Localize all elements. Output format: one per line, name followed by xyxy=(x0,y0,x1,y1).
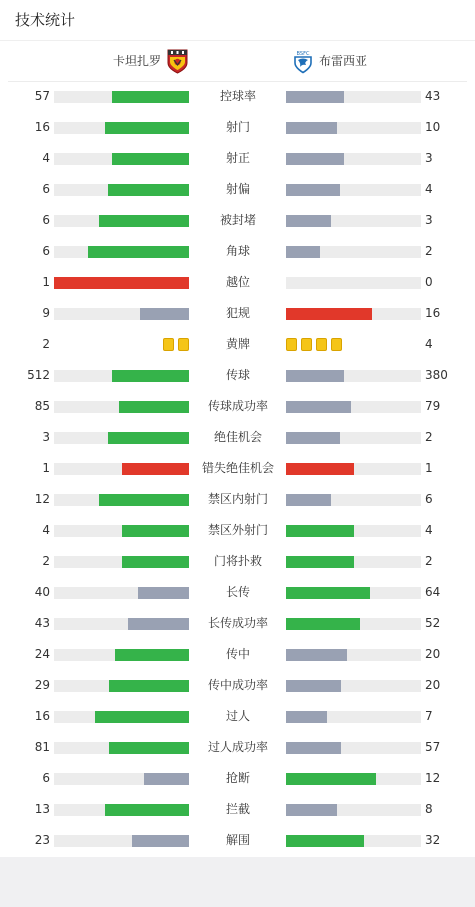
home-bar-track xyxy=(54,370,189,382)
home-bar-fill xyxy=(99,494,189,506)
stat-label: 控球率 xyxy=(219,89,256,103)
away-bar-fill xyxy=(286,742,341,754)
home-bar-track xyxy=(54,401,189,413)
away-bar-fill xyxy=(286,91,344,103)
home-bar-track xyxy=(54,246,189,258)
home-bar-fill xyxy=(132,835,189,847)
stat-label: 射正 xyxy=(225,151,250,165)
home-bar-fill xyxy=(122,556,190,568)
stat-row xyxy=(0,578,475,609)
stat-row xyxy=(0,702,475,733)
home-stat-value: 4 xyxy=(42,523,50,537)
home-bar-fill xyxy=(138,587,189,599)
home-bar-track xyxy=(54,91,189,103)
home-bar-track xyxy=(54,649,189,661)
away-bar-fill xyxy=(286,773,376,785)
home-stat-value: 3 xyxy=(42,430,50,444)
home-bar-fill xyxy=(112,153,189,165)
away-bar-fill xyxy=(286,618,360,630)
away-bar-track xyxy=(286,153,421,165)
home-bar-track xyxy=(54,618,189,630)
yellow-card-icon xyxy=(163,338,174,351)
away-stat-value: 6 xyxy=(425,492,433,506)
home-stat-value: 40 xyxy=(34,585,50,599)
away-bar-track xyxy=(286,680,421,692)
away-stat-value: 2 xyxy=(425,244,433,258)
stat-row xyxy=(0,764,475,795)
home-yellow-cards xyxy=(159,338,189,351)
stat-label: 抢断 xyxy=(225,771,250,785)
home-stat-value: 29 xyxy=(34,678,50,692)
yellow-card-icon xyxy=(301,338,312,351)
away-bar-fill xyxy=(286,153,344,165)
home-stat-value: 16 xyxy=(34,120,50,134)
away-bar-fill xyxy=(286,184,340,196)
stat-row xyxy=(0,547,475,578)
home-stat-value: 6 xyxy=(42,213,50,227)
away-stat-value: 10 xyxy=(425,120,441,134)
away-bar-fill xyxy=(286,122,337,134)
stat-row xyxy=(0,175,475,206)
home-bar-fill xyxy=(95,711,190,723)
away-bar-fill xyxy=(286,308,372,320)
home-stat-value: 512 xyxy=(27,368,50,382)
home-bar-fill xyxy=(105,804,189,816)
away-bar-track xyxy=(286,618,421,630)
stat-row xyxy=(0,237,475,268)
yellow-card-icon xyxy=(178,338,189,351)
away-bar-track xyxy=(286,432,421,444)
home-stat-value: 2 xyxy=(42,337,50,351)
away-bar-track xyxy=(286,184,421,196)
stat-row xyxy=(0,671,475,702)
home-stat-value: 85 xyxy=(34,399,50,413)
home-bar-track xyxy=(54,153,189,165)
stat-label: 过人 xyxy=(225,709,250,723)
stat-label: 长传 xyxy=(225,585,250,599)
home-bar-track xyxy=(54,215,189,227)
stat-row xyxy=(0,206,475,237)
yellow-card-icon xyxy=(331,338,342,351)
away-bar-track xyxy=(286,835,421,847)
stats-list xyxy=(0,82,475,857)
away-stat-value: 20 xyxy=(425,647,441,661)
away-stat-value: 52 xyxy=(425,616,441,630)
away-bar-fill xyxy=(286,215,331,227)
home-stat-value: 23 xyxy=(34,833,50,847)
yellow-card-icon xyxy=(286,338,297,351)
away-stat-value: 12 xyxy=(425,771,441,785)
away-bar-fill xyxy=(286,432,340,444)
away-stat-value: 3 xyxy=(425,151,433,165)
home-stat-value: 57 xyxy=(34,89,50,103)
away-bar-track xyxy=(286,91,421,103)
away-stat-value: 43 xyxy=(425,89,441,103)
home-bar-fill xyxy=(109,680,189,692)
home-bar-track xyxy=(54,742,189,754)
away-stat-value: 79 xyxy=(425,399,441,413)
away-bar-track xyxy=(286,277,421,289)
away-team-crest-icon[interactable] xyxy=(292,49,314,74)
stat-row xyxy=(0,299,475,330)
stat-label: 角球 xyxy=(225,244,250,258)
home-stat-value: 6 xyxy=(42,182,50,196)
away-bar-track xyxy=(286,556,421,568)
away-bar-fill xyxy=(286,463,354,475)
stat-row xyxy=(0,454,475,485)
stat-label: 越位 xyxy=(225,275,250,289)
away-stat-value: 1 xyxy=(425,461,433,475)
home-bar-fill xyxy=(99,215,189,227)
away-bar-fill xyxy=(286,680,341,692)
home-bar-fill xyxy=(54,277,189,289)
away-bar-track xyxy=(286,215,421,227)
away-stat-value: 0 xyxy=(425,275,433,289)
away-bar-track xyxy=(286,804,421,816)
away-bar-fill xyxy=(286,401,351,413)
home-bar-track xyxy=(54,835,189,847)
away-stat-value: 380 xyxy=(425,368,448,382)
away-stat-value: 4 xyxy=(425,182,433,196)
stat-label: 过人成功率 xyxy=(207,740,268,754)
away-bar-track xyxy=(286,246,421,258)
away-bar-track xyxy=(286,370,421,382)
stat-row xyxy=(0,516,475,547)
stat-row xyxy=(0,144,475,175)
stat-label: 黄牌 xyxy=(225,337,250,351)
home-bar-fill xyxy=(119,401,189,413)
stat-row xyxy=(0,423,475,454)
away-stat-value: 7 xyxy=(425,709,433,723)
stat-row xyxy=(0,640,475,671)
home-bar-track xyxy=(54,308,189,320)
home-bar-track xyxy=(54,804,189,816)
home-bar-fill xyxy=(140,308,189,320)
page-title: 技术统计 xyxy=(15,11,76,29)
home-bar-track xyxy=(54,525,189,537)
home-bar-fill xyxy=(108,432,189,444)
away-bar-track xyxy=(286,742,421,754)
away-bar-fill xyxy=(286,711,327,723)
home-bar-track xyxy=(54,587,189,599)
yellow-card-icon xyxy=(316,338,327,351)
away-stat-value: 20 xyxy=(425,678,441,692)
away-stat-value: 57 xyxy=(425,740,441,754)
stat-label: 绝佳机会 xyxy=(213,430,262,444)
home-stat-value: 24 xyxy=(34,647,50,661)
home-bar-track xyxy=(54,711,189,723)
stat-row xyxy=(0,113,475,144)
home-bar-track xyxy=(54,680,189,692)
home-bar-track xyxy=(54,494,189,506)
home-bar-fill xyxy=(112,370,189,382)
stat-label: 射偏 xyxy=(225,182,250,196)
stat-label: 传中 xyxy=(225,647,250,661)
away-bar-fill xyxy=(286,835,364,847)
stat-row xyxy=(0,609,475,640)
away-stat-value: 8 xyxy=(425,802,433,816)
away-bar-fill xyxy=(286,804,337,816)
away-bar-track xyxy=(286,401,421,413)
home-stat-value: 1 xyxy=(42,275,50,289)
stat-row xyxy=(0,795,475,826)
home-bar-track xyxy=(54,463,189,475)
stat-label: 解围 xyxy=(225,833,250,847)
away-bar-track xyxy=(286,525,421,537)
away-stat-value: 32 xyxy=(425,833,441,847)
stat-label: 禁区外射门 xyxy=(207,523,268,537)
away-bar-track xyxy=(286,649,421,661)
stat-label: 犯规 xyxy=(225,306,250,320)
stat-label: 禁区内射门 xyxy=(207,492,268,506)
stat-row xyxy=(0,733,475,764)
away-bar-fill xyxy=(286,649,347,661)
home-bar-fill xyxy=(88,246,189,258)
away-bar-track xyxy=(286,494,421,506)
home-bar-fill xyxy=(105,122,189,134)
away-bar-track xyxy=(286,711,421,723)
home-bar-fill xyxy=(122,463,190,475)
home-stat-value: 6 xyxy=(42,771,50,785)
away-team-name[interactable]: 布雷西亚 xyxy=(319,54,368,68)
stat-row xyxy=(0,268,475,299)
away-bar-fill xyxy=(286,370,344,382)
home-bar-fill xyxy=(108,184,189,196)
away-yellow-cards xyxy=(286,338,346,351)
teams-header xyxy=(0,41,475,81)
home-team-name[interactable]: 卡坦扎罗 xyxy=(112,54,161,68)
home-bar-fill xyxy=(112,91,189,103)
home-stat-value: 43 xyxy=(34,616,50,630)
home-bar-track xyxy=(54,184,189,196)
away-stat-value: 3 xyxy=(425,213,433,227)
away-bar-fill xyxy=(286,246,320,258)
home-stat-value: 9 xyxy=(42,306,50,320)
away-bar-fill xyxy=(286,587,370,599)
home-stat-value: 1 xyxy=(42,461,50,475)
stat-label: 长传成功率 xyxy=(207,616,268,630)
stat-row xyxy=(0,361,475,392)
away-stat-value: 64 xyxy=(425,585,441,599)
stat-row xyxy=(0,330,475,361)
stat-label: 被封堵 xyxy=(219,213,256,227)
home-bar-fill xyxy=(128,618,189,630)
away-stat-value: 4 xyxy=(425,523,433,537)
stat-label: 传中成功率 xyxy=(207,678,268,692)
away-bar-fill xyxy=(286,556,354,568)
home-bar-track xyxy=(54,432,189,444)
stat-label: 传球 xyxy=(225,368,250,382)
away-bar-fill xyxy=(286,494,331,506)
home-stat-value: 12 xyxy=(34,492,50,506)
home-bar-track xyxy=(54,773,189,785)
away-bar-track xyxy=(286,773,421,785)
svg-text:BSFC: BSFC xyxy=(296,51,310,57)
home-team-crest-icon[interactable] xyxy=(167,49,188,74)
stat-label: 射门 xyxy=(225,120,250,134)
away-bar-track xyxy=(286,463,421,475)
home-stat-value: 13 xyxy=(34,802,50,816)
away-bar-track xyxy=(286,122,421,134)
away-bar-fill xyxy=(286,525,354,537)
home-bar-track xyxy=(54,277,189,289)
home-stat-value: 2 xyxy=(42,554,50,568)
home-bar-fill xyxy=(122,525,190,537)
away-stat-value: 2 xyxy=(425,430,433,444)
home-stat-value: 6 xyxy=(42,244,50,258)
home-bar-fill xyxy=(144,773,189,785)
away-bar-track xyxy=(286,587,421,599)
away-bar-track xyxy=(286,308,421,320)
home-bar-fill xyxy=(109,742,189,754)
home-stat-value: 81 xyxy=(34,740,50,754)
home-stat-value: 4 xyxy=(42,151,50,165)
stat-row xyxy=(0,826,475,857)
away-stat-value: 4 xyxy=(425,337,433,351)
stat-label: 错失绝佳机会 xyxy=(201,461,274,475)
stat-label: 拦截 xyxy=(225,802,250,816)
home-bar-track xyxy=(54,122,189,134)
home-stat-value: 16 xyxy=(34,709,50,723)
home-bar-fill xyxy=(115,649,189,661)
home-bar-track xyxy=(54,556,189,568)
stat-row xyxy=(0,485,475,516)
away-stat-value: 2 xyxy=(425,554,433,568)
stat-label: 门将扑救 xyxy=(213,554,262,568)
stat-row xyxy=(0,392,475,423)
away-stat-value: 16 xyxy=(425,306,441,320)
stat-label: 传球成功率 xyxy=(207,399,268,413)
stat-row xyxy=(0,82,475,113)
